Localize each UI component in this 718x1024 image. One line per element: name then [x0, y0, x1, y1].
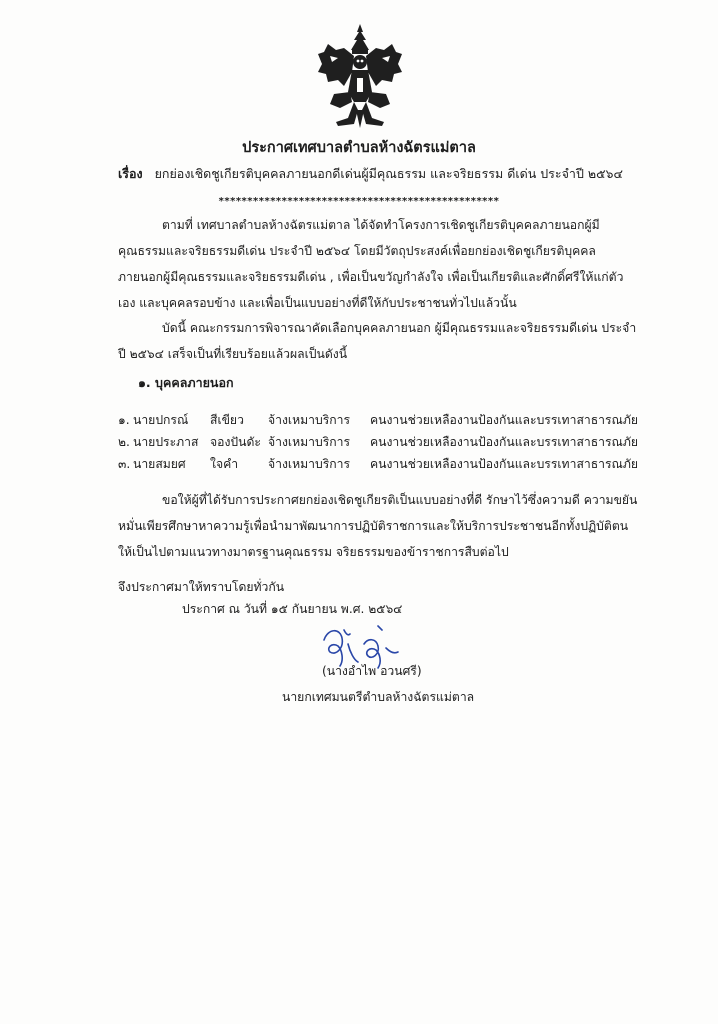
person-role: คนงานช่วยเหลืองานป้องกันและบรรเทาสาธารณภัย [370, 457, 639, 471]
person-employment-type: จ้างเหมาบริการ [268, 457, 351, 471]
subject-label: เรื่อง [118, 166, 143, 181]
person-employment-type: จ้างเหมาบริการ [268, 435, 351, 449]
person-surname: จองปันดัะ [210, 435, 261, 449]
paragraph-closing-text: ขอให้ผู้ที่ได้รับการประกาศยกย่องเชิดชูเกียรติเป็นแบบอย่างที่ดี รักษาไว้ซึ่งความดี ความขยันหมั่นเพียรศึกษาหาความรู้เพื่อนำมาพัฒนาการปฏิบัติราชการและให้บริการประชาชนอีกทั้งปฏิบัติตนให้เป็นไปตามแนวทางมาตรฐานคุณธรรม จริยธรรมของข้าราชการสืบต่อไป [118, 493, 638, 559]
paragraph-result [118, 315, 638, 367]
section-heading: ๑. บุคคลภายนอก [138, 375, 234, 390]
closing-statement: จึงประกาศมาให้ทราบโดยทั่วกัน [118, 580, 285, 594]
person-role: คนงานช่วยเหลืองานป้องกันและบรรเทาสาธารณภัย [370, 413, 639, 427]
announcement-date: ประกาศ ณ วันที่ ๑๕ กันยายน พ.ศ. ๒๕๖๔ [182, 602, 403, 616]
person-employment-type: จ้างเหมาบริการ [268, 413, 351, 427]
person-name: นายสมยศ [133, 457, 186, 471]
announcement-title: ประกาศเทศบาลตำบลห้างฉัตรแม่ตาล [242, 140, 476, 156]
signer-position: นายกเทศมนตรีตำบลห้างฉัตรแม่ตาล [282, 690, 475, 704]
paragraph-intro [118, 212, 638, 316]
subject-line [118, 164, 623, 184]
person-number: ๒. [118, 435, 130, 449]
person-role: คนงานช่วยเหลืองานป้องกันและบรรเทาสาธารณภัย [370, 435, 639, 449]
signer-name: (นางอำไพ อวนศรี) [322, 664, 422, 678]
person-name: นายปกรณ์ [133, 413, 189, 427]
person-number: ๓. [118, 457, 131, 471]
person-name: นายประภาส [133, 435, 199, 449]
person-number: ๑. [118, 413, 130, 427]
paragraph-closing [118, 487, 638, 565]
paragraph-intro-text: ตามที่ เทศบาลตำบลห้างฉัตรแม่ตาล ได้จัดทำโครงการเชิดชูเกียรติบุคคลภายนอกผู้มีคุณธรรมและจริยธรรมดีเด่น ประจำปี ๒๕๖๔ โดยมีวัตถุประสงค์เพื่อยกย่องเชิดชูเกียรติบุคคลภายนอกผู้มีคุณธรรมและจริยธรรมดีเด่น , เพื่อเป็นขวัญกำลังใจ เพื่อเป็นเกียรติและศักดิ์ศรีให้แก่ตัวเอง และบุคคลรอบข้าง และเพื่อเป็นแบบอย่างที่ดีให้กับประชาชนทั่วไปแล้วนั้น [118, 218, 624, 310]
asterisk-divider: ************************************************* [218, 196, 500, 207]
paragraph-result-text: บัดนี้ คณะกรรมการพิจารณาคัดเลือกบุคคลภายนอก ผู้มีคุณธรรมและจริยธรรมดีเด่น ประจำปี ๒๕๖๔ เสร็จเป็นที่เรียบร้อยแล้วผลเป็นดังนี้ [118, 321, 637, 361]
subject-text: ยกย่องเชิดชูเกียรติบุคคลภายนอกดีเด่นผู้มีคุณธรรม และจริยธรรม ดีเด่น ประจำปี ๒๕๖๔ [154, 166, 623, 181]
person-surname: ใจคำ [210, 457, 239, 471]
garuda-emblem-icon [314, 22, 406, 130]
person-surname: สีเขียว [210, 413, 244, 427]
